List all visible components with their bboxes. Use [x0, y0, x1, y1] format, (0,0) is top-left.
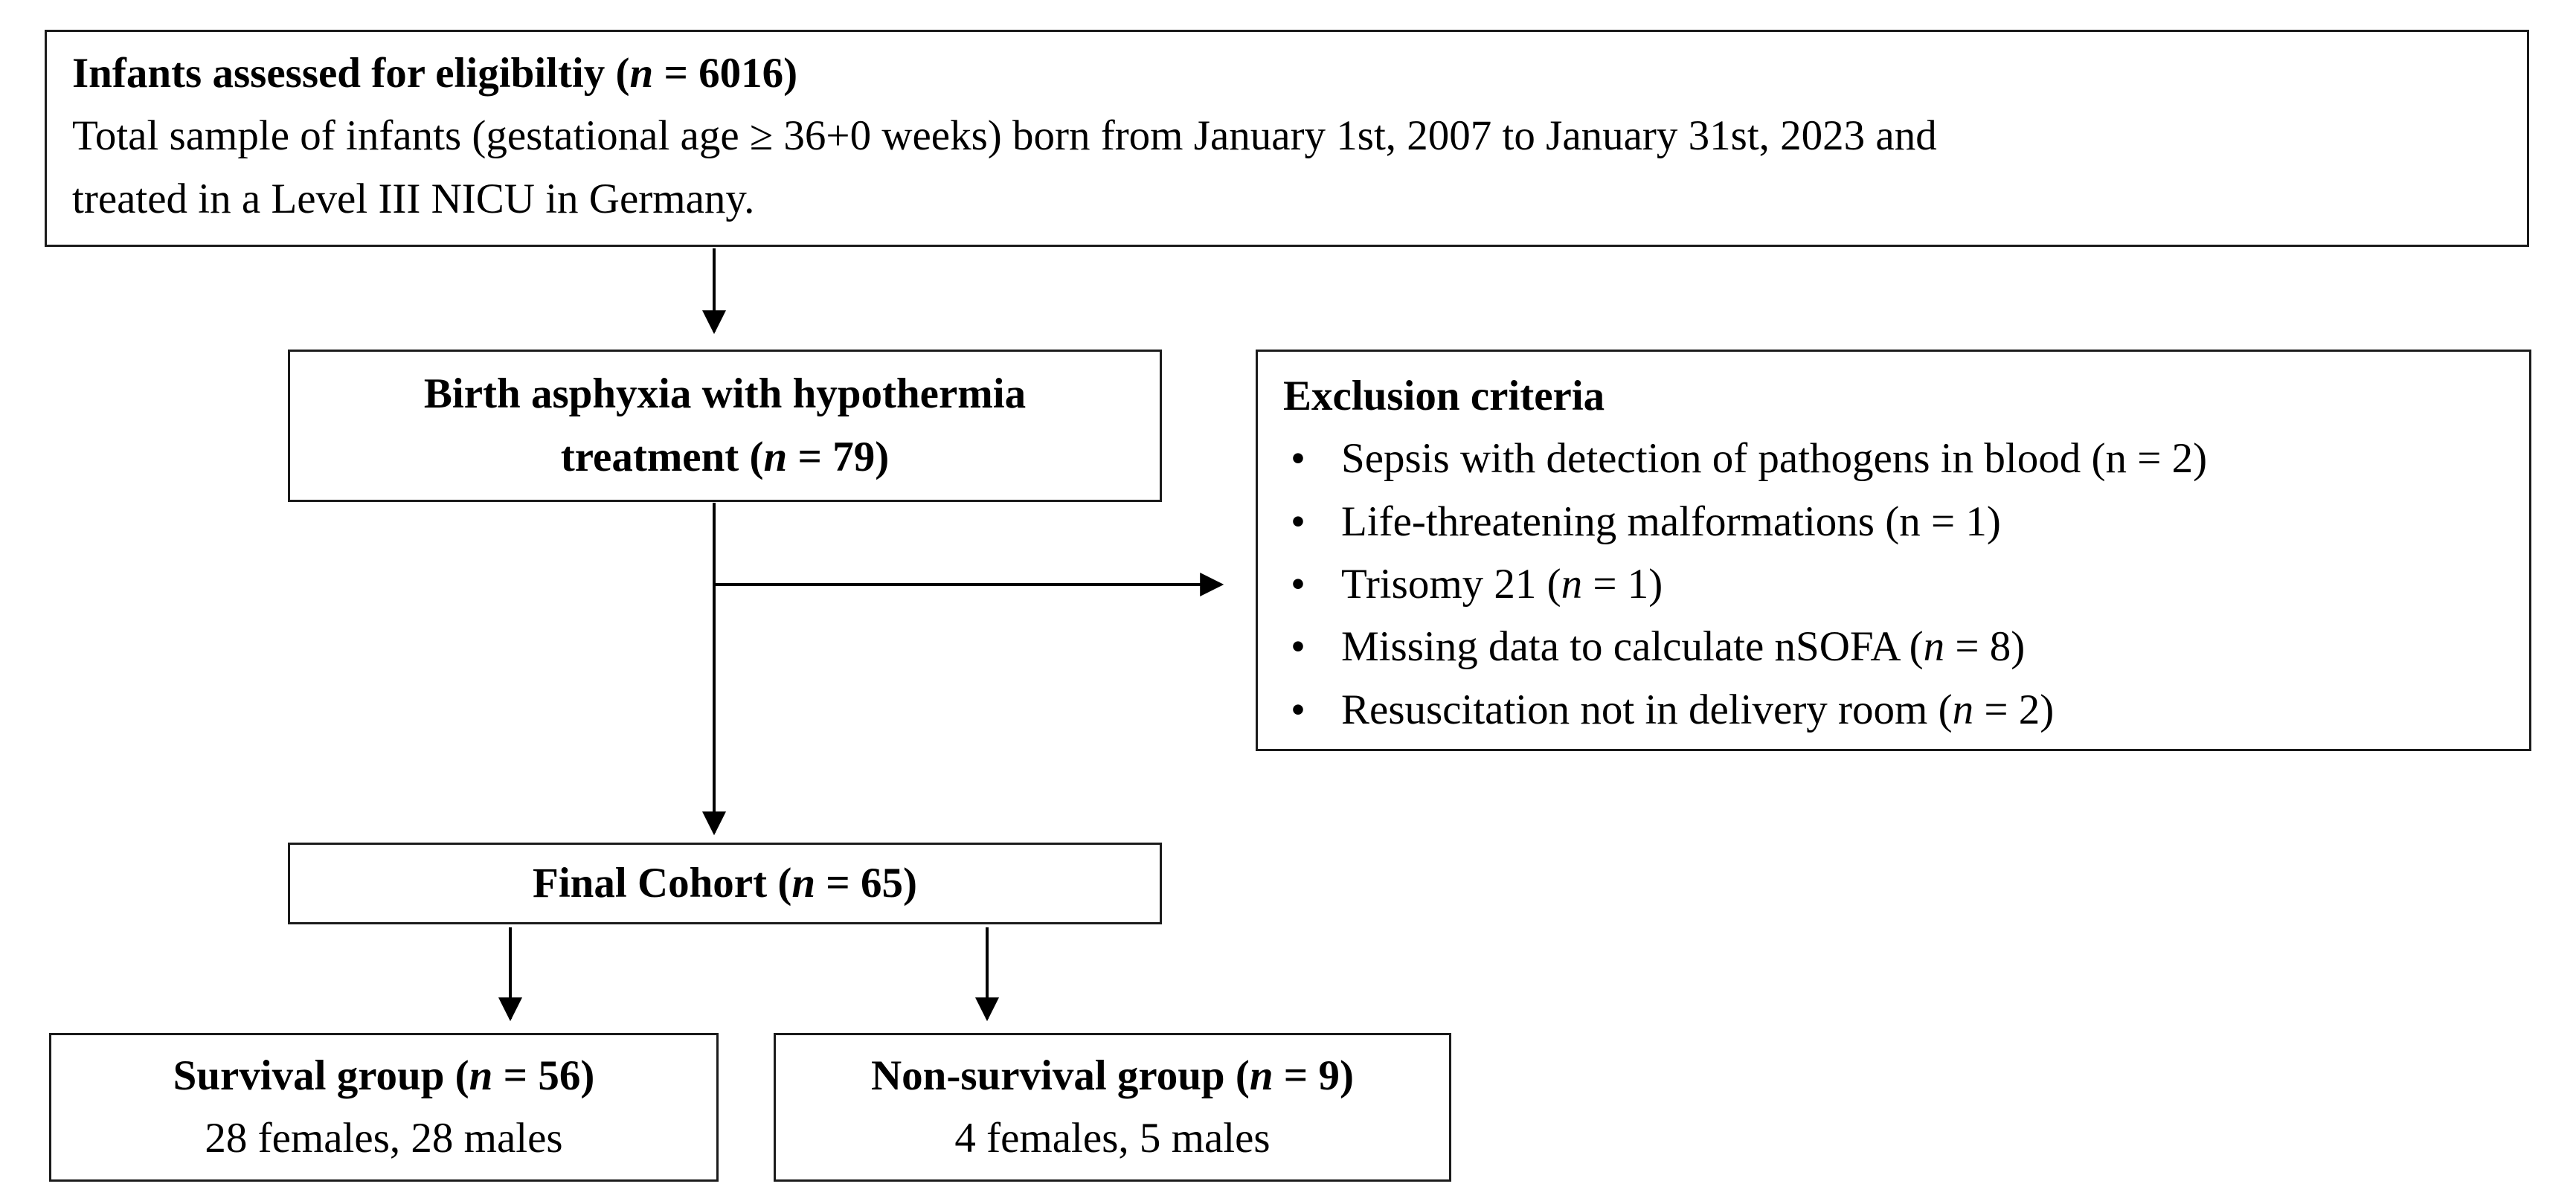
nonsurvival-title: Non-survival group (n = 9) [870, 1052, 1355, 1099]
italic-n: n [1952, 686, 1974, 733]
nonsurvival-group-box [774, 1033, 1451, 1182]
exclusion-item: • Life-threatening malformations (n = 1) [1283, 491, 2504, 553]
italic-n: n [629, 50, 654, 97]
bullet-icon: • [1291, 498, 1305, 545]
italic-n: n [791, 859, 816, 907]
asphyxia-box [288, 350, 1162, 502]
eligibility-body-line2: treated in a Level III NICU in Germany. [72, 175, 755, 222]
italic-n: n [1561, 561, 1583, 608]
exclusion-item: • Resuscitation not in delivery room (n = 2) [1283, 679, 2504, 741]
bullet-icon: • [1291, 561, 1305, 608]
bullet-icon: • [1291, 435, 1305, 483]
exclusion-title: Exclusion criteria [1283, 373, 1605, 419]
italic-n: n [763, 433, 788, 480]
survival-body: 28 females, 28 males [205, 1115, 563, 1162]
asphyxia-title-line1: Birth asphyxia with hypothermia [423, 370, 1027, 418]
eligibility-title: Infants assessed for eligibiltiy (n = 6016) [72, 50, 798, 97]
survival-title: Survival group (n = 56) [173, 1052, 595, 1099]
bullet-icon: • [1291, 686, 1305, 733]
final-cohort-box [288, 843, 1162, 924]
exclusion-item: • Sepsis with detection of pathogens in blood (n = 2) [1283, 428, 2504, 490]
exclusion-item: • Missing data to calculate nSOFA (n = 8) [1283, 616, 2504, 678]
asphyxia-title-line2: treatment (n = 79) [560, 433, 890, 480]
italic-n: n [1923, 623, 1945, 671]
exclusion-box [1256, 350, 2531, 751]
final-cohort-title: Final Cohort (n = 65) [533, 859, 917, 907]
eligibility-body-line1: Total sample of infants (gestational age ≥ 36+0 weeks) born from January 1st, 2007 to January 31st, 2023 and [72, 112, 1937, 160]
exclusion-item: • Trisomy 21 (n = 1) [1283, 553, 2504, 616]
eligibility-box [45, 30, 2529, 247]
bullet-icon: • [1291, 623, 1305, 671]
italic-n: n [469, 1052, 493, 1099]
italic-n: n [1249, 1052, 1273, 1099]
nonsurvival-body: 4 females, 5 males [954, 1115, 1271, 1162]
survival-group-box [49, 1033, 719, 1182]
